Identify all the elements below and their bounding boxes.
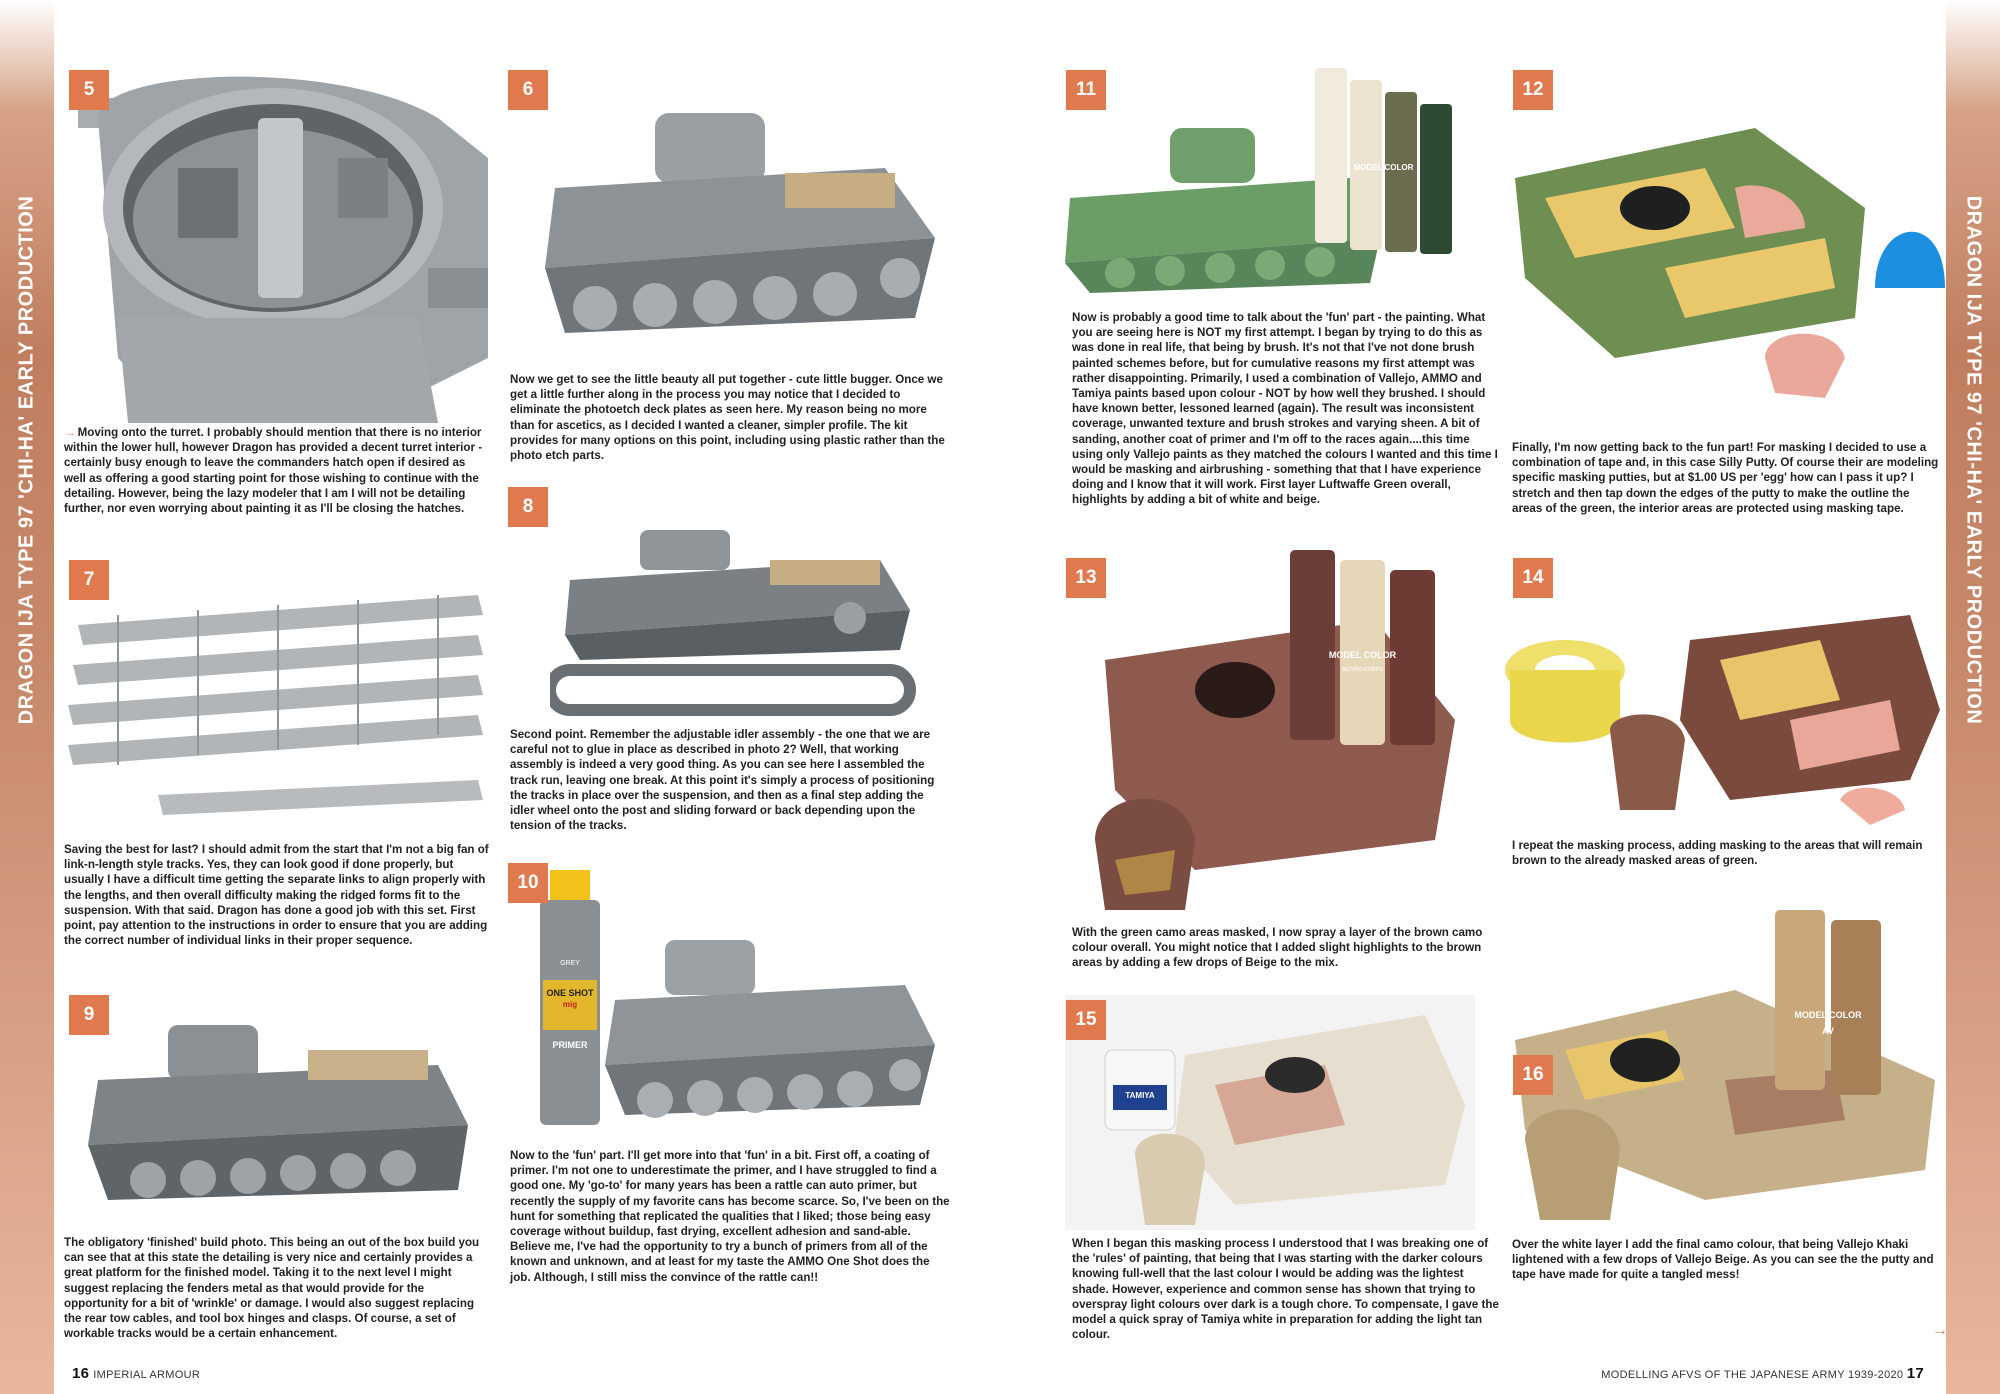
step-5-text: → Moving onto the turret. I probably should mention that there is no interior within the lower hull, however Dragon has provided a decent turret interior - certainly busy enough to leave the commanders hatch open if desired as well as offering a good starting point for those wishing to continue with the detailing. However, being the lazy modeler that I am I will not be detailing further, nor even worrying about painting it as I'll be closing the hatches. (64, 426, 483, 516)
step-9-text: The obligatory 'finished' build photo. This being an out of the box build you can see that at this state the detailing is very nice and certainly provides a great platform for the finished model. Taking it to the next level I might suggest replacing the fenders metal as that would provide for the opportunity for a bit of 'wrinkle' or damage. I would also suggest replacing the rear tow cables, and tool box hinges and clasps. Of course, a set of workable tracks would be a certain enhancement. (64, 1236, 480, 1341)
step-14-badge: 14 (1513, 558, 1553, 598)
step-10-photo (505, 860, 945, 1140)
primer-mig-label: mig (562, 1000, 578, 1009)
primer-label: PRIMER (552, 1040, 588, 1050)
right-page-number: 17 (1906, 1365, 1924, 1382)
primer-brand-label: ONE SHOT (546, 988, 594, 998)
left-footer-title: IMPERIAL ARMOUR (93, 1369, 201, 1381)
step-10-badge: 10 (508, 863, 548, 903)
av-label-16: AV (1822, 1026, 1834, 1036)
left-page-number: 16 (72, 1365, 90, 1382)
right-footer-title: MODELLING AFVS OF THE JAPANESE ARMY 1939-2020 (1601, 1369, 1904, 1381)
step-6-badge: 6 (508, 70, 548, 110)
step-16-text: Over the white layer I add the final camo colour, that being Vallejo Khaki lightened with a few drops of Vallejo Beige. As you can see the the putty and tape have made for quite a tangled mess! (1512, 1238, 1934, 1282)
step-7-text: Saving the best for last? I should admit from the start that I'm not a big fan of link-n-length style tracks. Yes, they can look good if done properly, but usually I have a difficult time getting the separate links to align properly with the lengths, and then overall difficulty making the ridged forms fit to the suspension. With that said. Dragon has done a good job with this set. First point, pay attention to the instructions in order to ensure that you are adding the correct number of individual links in their proper sequence. (64, 843, 489, 948)
step-9-badge: 9 (69, 995, 109, 1035)
step-14-text: I repeat the masking process, adding masking to the areas that will remain brown to the already masked areas of green. (1512, 839, 1923, 868)
step-5-photo (58, 58, 488, 423)
step-11-photo (1050, 58, 1480, 308)
acrylic-label-13: acrylic-colors (1342, 666, 1383, 673)
left-spine-title: DRAGON IJA TYPE 97 'CHI-HA' EARLY PRODUCTION (15, 195, 38, 725)
step-14-photo (1490, 600, 1945, 830)
paint-bottles-step-11 (1315, 58, 1475, 258)
step-16-badge: 16 (1513, 1055, 1553, 1095)
step-12-badge: 12 (1513, 70, 1553, 110)
step-13-photo (1075, 540, 1485, 920)
continue-arrow-icon: → (1932, 1322, 1948, 1339)
arrow-icon: → (64, 426, 76, 439)
left-spine-band (0, 0, 54, 1394)
model-color-label-13: MODEL COLOR (1328, 650, 1397, 660)
step-15-photo (1065, 995, 1475, 1230)
step-9-photo (58, 985, 488, 1230)
step-6-photo (505, 58, 945, 368)
step-13-text: With the green camo areas masked, I now spray a layer of the brown camo colour overall. You might notice that I added slight highlights to the brown areas by adding a few drops of Beige to the mix. (1072, 926, 1483, 970)
step-10-text: Now to the 'fun' part. I'll get more into that 'fun' in a bit. First off, a coating of primer. I'm not one to underestimate the primer, and I have struggled to find a good one. My 'go-to' for many years has been a rattle can auto primer, but recently the supply of my favorite cans has become scarce. So, I've been on the hunt for something that replicated the qualities that I liked; those being easy coverage without buildup, fast drying, excellent adhesion and sand-able. Believe me, I've had the opportunity to try a bunch of primers from all of the known and unknown, and at least for my taste the AMMO One Shot does the job. Although, I still miss the convince of the rattle can!! (510, 1149, 950, 1284)
step-6-text: Now we get to see the little beauty all put together - cute little bugger. Once we get a little further along in the process you may notice that I decided to eliminate the photoetch deck plates as seen here. My reason being no more than for ascetics, as I decided I wanted a cleaner, simpler profile. The kit provides for many options on this point, including using plastic rather than the photo etch parts. (510, 373, 945, 463)
step-11-badge: 11 (1066, 70, 1106, 110)
step-7-badge: 7 (69, 560, 109, 600)
step-8-text: Second point. Remember the adjustable idler assembly - the one that we are careful not to glue in place as described in photo 2? Well, that working assembly is indeed a very good thing. As you can see here I assembled the track run, leaving one break. At this point it's simply a process of positioning the tracks in place over the suspension, and then as a final step adding the idler wheel onto the post and sliding forward or back depending upon the tension of the tracks. (510, 728, 935, 833)
step-16-photo (1505, 900, 1945, 1225)
step-8-badge: 8 (508, 487, 548, 527)
step-5-badge: 5 (69, 70, 109, 110)
step-15-text: When I began this masking process I understood that I was breaking one of the 'rules' of painting, that being that I was starting with the darker colours knowing full-well that the last colour I would be adding was the lightest shade. However, experience and common sense has shown that trying to overspray light colours over dark is a tough chore. To compensate, I gave the model a quick spray of Tamiya white in preparation for adding the light tan colour. (1072, 1237, 1499, 1342)
paint-bottles-step-16 (1765, 900, 1905, 1100)
right-footer (1601, 1365, 1928, 1382)
primer-grey-label: GREY (560, 960, 580, 967)
left-footer (72, 1365, 200, 1382)
step-12-photo (1505, 58, 1945, 438)
model-color-label: MODEL COLOR (1353, 163, 1414, 172)
step-15-badge: 15 (1066, 1000, 1106, 1040)
step-11-text: Now is probably a good time to talk about the 'fun' part - the painting. What you are seeing here is NOT my first attempt. I began by trying to do this as was done in real life, that being by brush. It's not that I've not done brush painted schemes before, but for cumulative reasons my first attempt was rather disappointing. Primarily, I used a combination of Vallejo, AMMO and Tamiya paints based upon colour - NOT by how well they brushed. I should have known better, lessoned learned (again). The result was inconsistent coverage, unwanted texture and brush strokes and varying sheen. A bit of sanding, another coat of primer and I'm off to the races again....this time using only Vallejo paints as they matched the colours I wanted and this time I would be masking and airbrushing - something that that I have experience doing and I know that it will work. First layer Luftwaffe Green overall, highlights by adding a bit of white and beige. (1072, 311, 1498, 507)
tamiya-jar-label: TAMIYA (1125, 1091, 1155, 1100)
model-color-label-16: MODEL COLOR (1794, 1010, 1862, 1020)
step-8-photo (550, 500, 940, 720)
right-spine-band (1946, 0, 2000, 1394)
right-spine-title: DRAGON IJA TYPE 97 'CHI-HA' EARLY PRODUCTION (1962, 195, 1985, 725)
step-13-badge: 13 (1066, 558, 1106, 598)
step-12-text: Finally, I'm now getting back to the fun part! For masking I decided to use a combination of tape and, in this case Silly Putty. Of course their are modeling specific masking putties, but at $1.00 US per 'egg' how can I pass it up? I stretch and then tap down the edges of the putty to make the outline the areas of the green, the interior areas are protected using masking tape. (1512, 441, 1939, 515)
step-7-photo (58, 555, 488, 830)
paint-bottles-step-13 (1290, 540, 1480, 750)
